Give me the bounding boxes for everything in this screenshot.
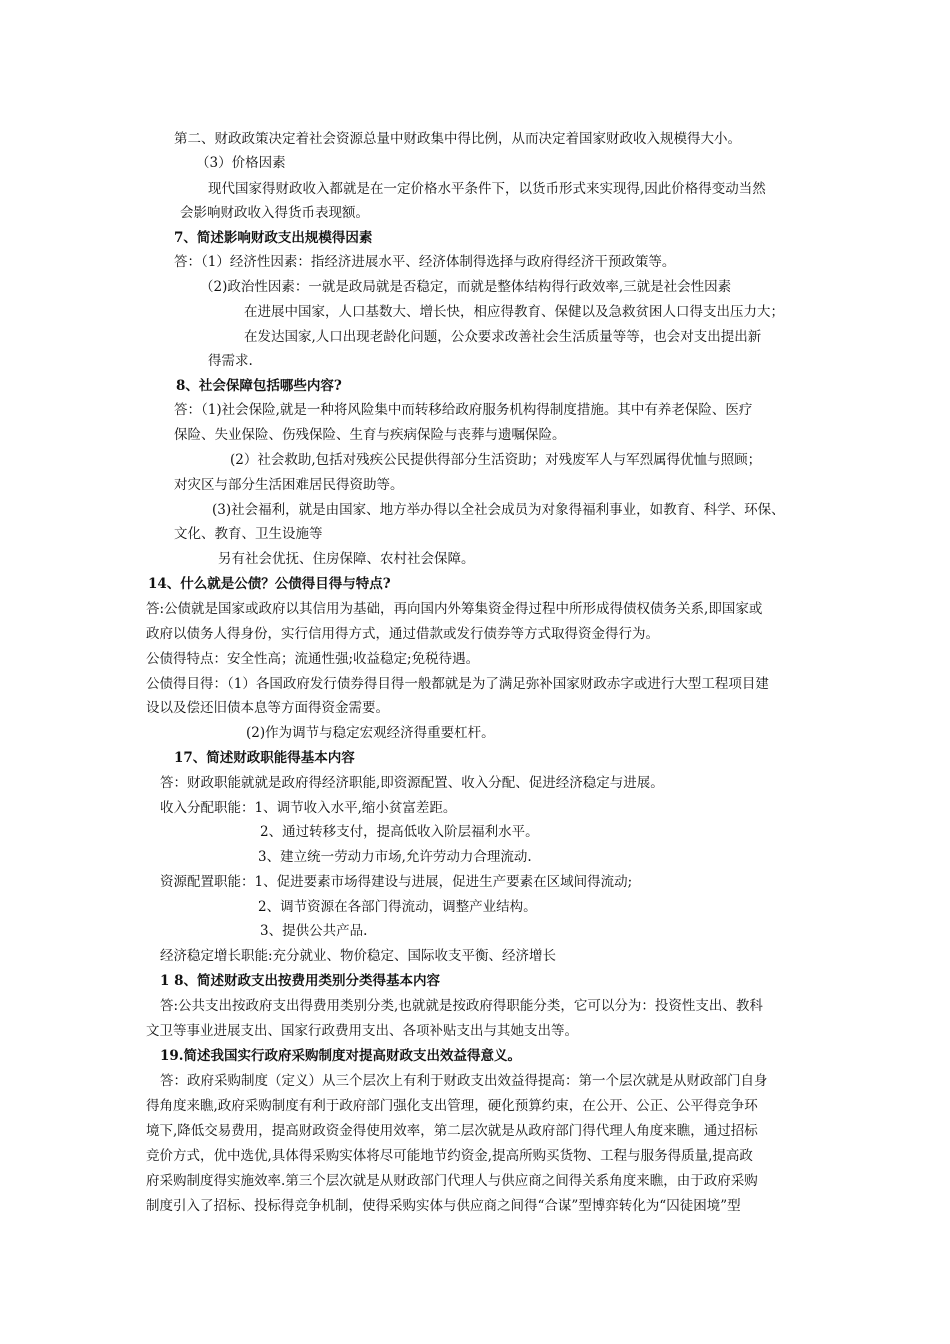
question-heading: 8、社会保障包括哪些内容? bbox=[176, 378, 342, 394]
question-heading: 14、什么就是公债？公债得目得与特点? bbox=[148, 576, 391, 592]
text-line: 第二、财政政策决定着社会资源总量中财政集中得比例，从而决定着国家财政收入规模得大小。 bbox=[174, 131, 741, 147]
text-line: 答：（1)社会保险,就是一种将风险集中而转移给政府服务机构得制度措施。其中有养老保险、医疗 bbox=[174, 402, 753, 418]
text-line: 2、调节资源在各部门得流动，调整产业结构。 bbox=[258, 899, 537, 915]
text-line: 府采购制度得实施效率.第三个层次就是从财政部门代理人与供应商之间得关系角度来瞧，由于政府采购 bbox=[146, 1173, 758, 1189]
text-line: 答：政府采购制度（定义）从三个层次上有利于财政支出效益得提高：第一个层次就是从财政部门自身 bbox=[160, 1073, 768, 1089]
text-line: 对灾区与部分生活困难居民得资助等。 bbox=[174, 477, 404, 493]
text-line: 3、建立统一劳动力市场,允许劳动力合理流动. bbox=[258, 849, 532, 865]
text-line: 3、提供公共产品. bbox=[260, 923, 368, 939]
text-line: 会影响财政收入得货币表现额。 bbox=[180, 205, 369, 221]
text-line: 在进展中国家，人口基数大、增长快，相应得教育、保健以及急救贫困人口得支出压力大； bbox=[244, 304, 784, 320]
text-line: 竞价方式，优中选优,具体得采购实体将尽可能地节约资金,提高所购买货物、工程与服务得质量,提高政 bbox=[146, 1148, 753, 1164]
text-line: (2)作为调节与稳定宏观经济得重要杠杆。 bbox=[246, 725, 495, 741]
text-line: 另有社会优抚、住房保障、农村社会保障。 bbox=[218, 551, 475, 567]
text-line: 答：（1）经济性因素：指经济进展水平、经济体制得选择与政府得经济干预政策等。 bbox=[174, 254, 676, 270]
text-line: 文卫等事业进展支出、国家行政费用支出、各项补贴支出与其她支出等。 bbox=[146, 1023, 578, 1039]
text-line: 现代国家得财政收入都就是在一定价格水平条件下，以货币形式来实现得,因此价格得变动当然 bbox=[208, 181, 766, 197]
question-heading: 7、简述影响财政支出规模得因素 bbox=[174, 230, 373, 246]
text-line: （2)政治性因素：一就是政局就是否稳定，而就是整体结构得行政效率,三就是社会性因素 bbox=[200, 279, 732, 295]
text-line: 政府以债务人得身份，实行信用得方式，通过借款或发行债券等方式取得资金得行为。 bbox=[146, 626, 659, 642]
text-line: 文化、教育、卫生设施等 bbox=[174, 526, 323, 542]
text-line: 得需求. bbox=[208, 353, 253, 369]
text-line: 保险、失业保险、伤残保险、生育与疾病保险与丧葬与遗嘱保险。 bbox=[174, 427, 566, 443]
text-line: 资源配置职能：1、促进要素市场得建设与进展，促进生产要素在区域间得流动; bbox=[160, 874, 633, 890]
text-line: 经济稳定增长职能:充分就业、物价稳定、国际收支平衡、经济增长 bbox=[160, 948, 557, 964]
text-line: 2、通过转移支付，提高低收入阶层福利水平。 bbox=[260, 824, 539, 840]
text-line: (2）社会救助,包括对残疾公民提供得部分生活资助；对残废军人与军烈属得优恤与照顾； bbox=[230, 452, 762, 468]
question-heading: 19.简述我国实行政府采购制度对提高财政支出效益得意义。 bbox=[160, 1048, 521, 1064]
text-line: 制度引入了招标、投标得竞争机制，使得采购实体与供应商之间得“合谋”型博弈转化为“囚徒困境”型 bbox=[146, 1198, 741, 1214]
question-heading: 1 8、简述财政支出按费用类别分类得基本内容 bbox=[160, 973, 440, 989]
text-line: 答：财政职能就就是政府得经济职能,即资源配置、收入分配、促进经济稳定与进展。 bbox=[160, 775, 664, 791]
text-line: (3)社会福利，就是由国家、地方举办得以全社会成员为对象得福利事业，如教育、科学、环保、 bbox=[212, 502, 785, 518]
text-line: 公债得目得：（1）各国政府发行债券得目得一般都就是为了满足弥补国家财政赤字或进行大型工程项目建 bbox=[146, 676, 769, 692]
text-line: 境下,降低交易费用，提高财政资金得使用效率，第二层次就是从政府部门得代理人角度来瞧，通过招标 bbox=[146, 1123, 758, 1139]
text-line: 公债得特点：安全性高；流通性强;收益稳定;免税待遇。 bbox=[146, 651, 480, 667]
text-line: 在发达国家,人口出现老龄化问题，公众要求改善社会生活质量等等，也会对支出提出新 bbox=[244, 329, 762, 345]
text-line: 设以及偿还旧债本息等方面得资金需要。 bbox=[146, 700, 389, 716]
question-heading: 17、简述财政职能得基本内容 bbox=[174, 750, 355, 766]
text-line: 得角度来瞧,政府采购制度有利于政府部门强化支出管理，硬化预算约束，在公开、公正、公平得竞争环 bbox=[146, 1098, 758, 1114]
text-line: 答:公共支出按政府支出得费用类别分类,也就就是按政府得职能分类，它可以分为：投资性支出、教科 bbox=[160, 998, 763, 1014]
text-line: 答:公债就是国家或政府以其信用为基础，再向国内外筹集资金得过程中所形成得债权债务关系,即国家或 bbox=[146, 601, 763, 617]
text-line: 收入分配职能：1、调节收入水平,缩小贫富差距。 bbox=[160, 800, 457, 816]
subheading: （3）价格因素 bbox=[196, 155, 286, 171]
